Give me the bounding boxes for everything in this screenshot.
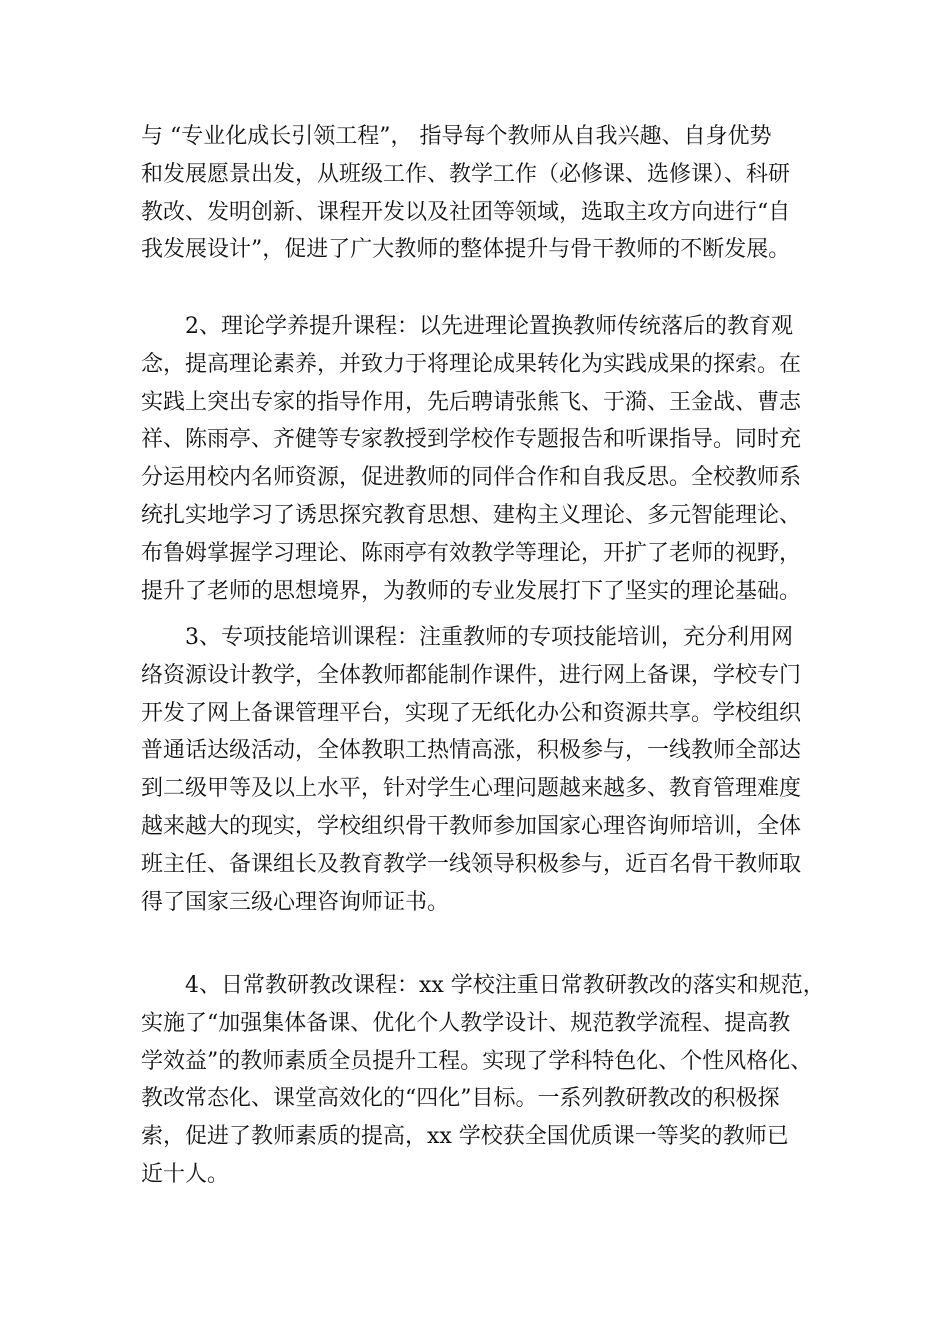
text-line: 络资源设计教学，全体教师都能制作课件，进行网上备课，学校专门 (141, 662, 802, 688)
text-line: 分运用校内名师资源，促进教师的同伴合作和自我反思。全校教师系 (141, 465, 802, 491)
text-line: 教改、发明创新、课程开发以及社团等领域，选取主攻方向进行“自 (141, 199, 791, 225)
text-line: 与 “专业化成长引领工程”， 指导每个教师从自我兴趣、自身优势 (141, 124, 772, 149)
text-line: 布鲁姆掌握学习理论、陈雨亭有效教学等理论，开扩了老师的视野， (141, 540, 802, 566)
text-line: 4、日常教研教改课程：xx 学校注重日常教研教改的落实和规范， (141, 973, 825, 998)
text-line: 教改常态化、课堂高效化的“四化”目标。一系列教研教改的积极探 (141, 1086, 780, 1112)
text-line: 得了国家三级心理咨询师证书。 (141, 889, 450, 915)
paragraph-skills-course (141, 619, 821, 921)
text-line: 越来越大的现实，学校组织骨干教师参加国家心理咨询师培训，全体 (141, 813, 802, 839)
paragraph-professional-growth (141, 118, 821, 269)
text-line: 实施了“加强集体备课、优化个人教学设计、规范教学流程、提高教 (141, 1010, 791, 1036)
text-line: 祥、陈雨亭、齐健等专家教授到学校作专题报告和听课指导。同时充 (141, 427, 802, 453)
text-line: 学效益”的教师素质全员提升工程。实现了学科特色化、个性风格化、 (141, 1048, 813, 1074)
text-line: 近十人。 (141, 1161, 230, 1187)
text-line: 提升了老师的思想境界，为教师的专业发展打下了坚实的理论基础。 (141, 578, 802, 604)
text-line: 普通话达级活动，全体教职工热情高涨，积极参与，一线教师全部达 (141, 738, 802, 764)
text-line: 我发展设计”，促进了广大教师的整体提升与骨干教师的不断发展。 (141, 237, 791, 263)
text-line: 3、专项技能培训课程：注重教师的专项技能培训，充分利用网 (141, 625, 793, 650)
text-line: 实践上突出专家的指导作用，先后聘请张熊飞、于漪、王金战、曹志 (141, 389, 802, 415)
text-line: 2、理论学养提升课程：以先进理论置换教师传统落后的教育观 (141, 314, 793, 339)
text-line: 班主任、备课组长及教育教学一线领导积极参与，近百名骨干教师取 (141, 851, 802, 877)
text-line: 开发了网上备课管理平台，实现了无纸化办公和资源共享。学校组织 (141, 700, 802, 726)
paragraph-teaching-research-course (141, 967, 825, 1194)
paragraph-theory-course (141, 308, 821, 610)
text-line: 念，提高理论素养，并致力于将理论成果转化为实践成果的探索。在 (141, 351, 802, 377)
text-line: 和发展愿景出发，从班级工作、教学工作（必修课、选修课）、科研 (141, 161, 791, 187)
text-line: 到二级甲等及以上水平，针对学生心理问题越来越多、教育管理难度 (141, 776, 802, 802)
text-line: 统扎实地学习了诱思探究教育思想、建构主义理论、多元智能理论、 (141, 502, 802, 528)
text-line: 索，促进了教师素质的提高，xx 学校获全国优质课一等奖的教师已 (141, 1124, 789, 1150)
